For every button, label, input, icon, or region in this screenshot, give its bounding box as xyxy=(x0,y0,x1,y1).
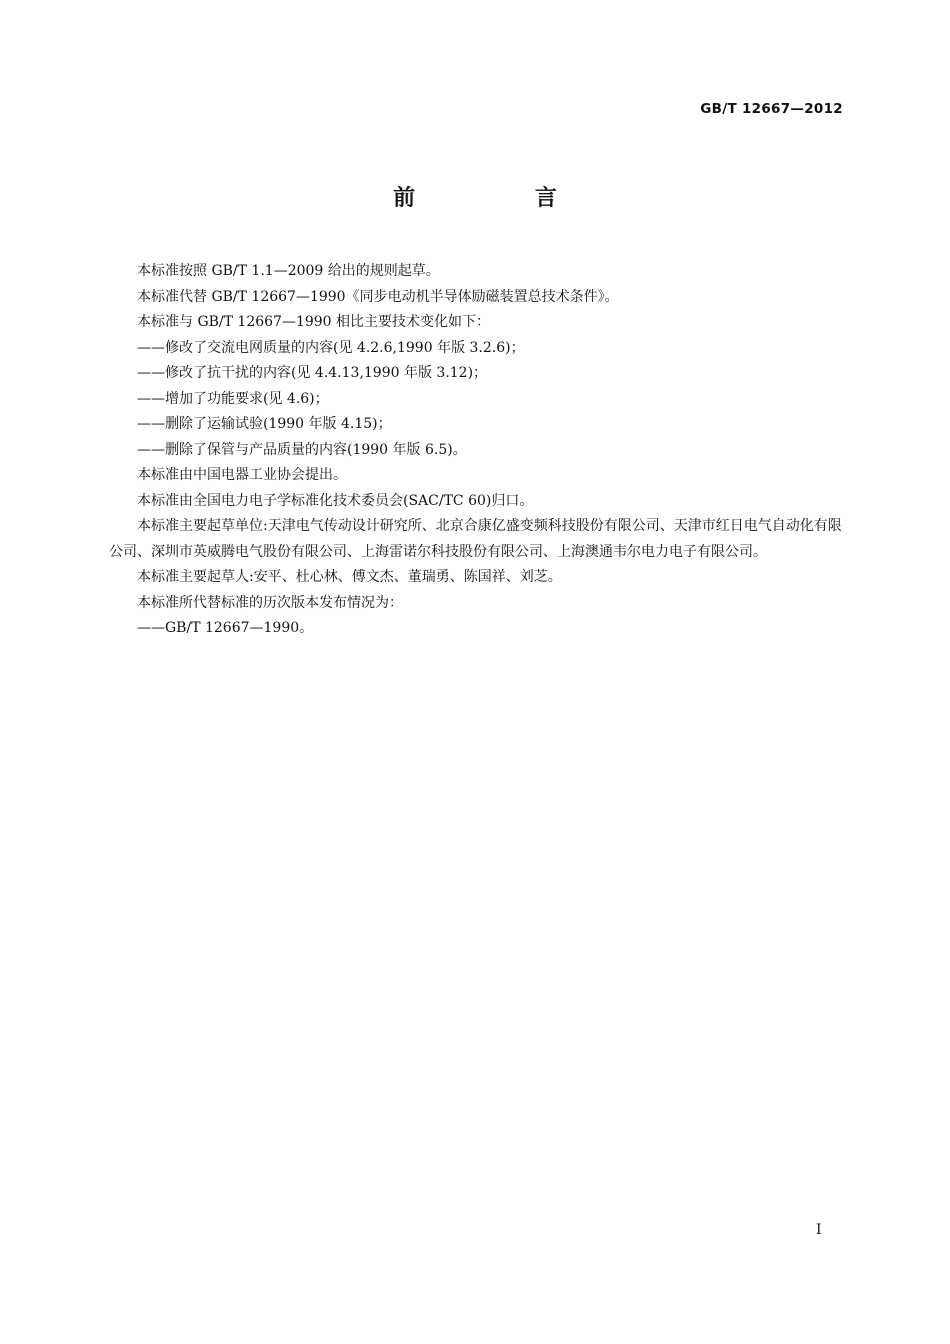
list-item-edition: ——GB/T 12667—1990。 xyxy=(137,620,314,636)
foreword-body xyxy=(109,259,844,642)
paragraph-changes-intro: 本标准与 GB/T 12667—1990 相比主要技术变化如下： xyxy=(137,314,491,330)
paragraph-centralized-by: 本标准由全国电力电子学标准化技术委员会(SAC/TC 60)归口。 xyxy=(137,492,534,509)
list-item-change: ——修改了交流电网质量的内容(见 4.2.6,1990 年版 3.2.6)； xyxy=(137,339,525,356)
list-item-change: ——删除了运输试验(1990 年版 4.15)； xyxy=(137,416,392,432)
paragraph-replaces: 本标准代替 GB/T 12667—1990《同步电动机半导体励磁装置总技术条件》。 xyxy=(137,288,619,305)
page-number: I xyxy=(816,1222,822,1238)
list-item-change: ——删除了保管与产品质量的内容(1990 年版 6.5)。 xyxy=(137,441,467,458)
standard-code: GB/T 12667—2012 xyxy=(700,101,843,117)
paragraph-proposed-by: 本标准由中国电器工业协会提出。 xyxy=(137,467,347,483)
list-item-change: ——修改了抗干扰的内容(见 4.4.13,1990 年版 3.12)； xyxy=(137,365,488,381)
paragraph-previous-editions: 本标准所代替标准的历次版本发布情况为： xyxy=(137,594,403,611)
page-title: 前 言 xyxy=(393,186,613,211)
paragraph-drafting-units: 本标准主要起草单位:天津电气传动设计研究所、北京合康亿盛变频科技股份有限公司、天津市红日电气自动化有限公司、深圳市英威腾电气股份有限公司、上海雷诺尔科技股份有限公司、上海澳通韦尔电力电子有限公司。 xyxy=(109,518,842,560)
list-item-change: ——增加了功能要求(见 4.6)； xyxy=(137,390,329,407)
paragraph-drafting-rules: 本标准按照 GB/T 1.1—2009 给出的规则起草。 xyxy=(137,263,440,279)
paragraph-drafters: 本标准主要起草人:安平、杜心林、傅文杰、董瑞勇、陈国祥、刘芝。 xyxy=(137,569,562,585)
